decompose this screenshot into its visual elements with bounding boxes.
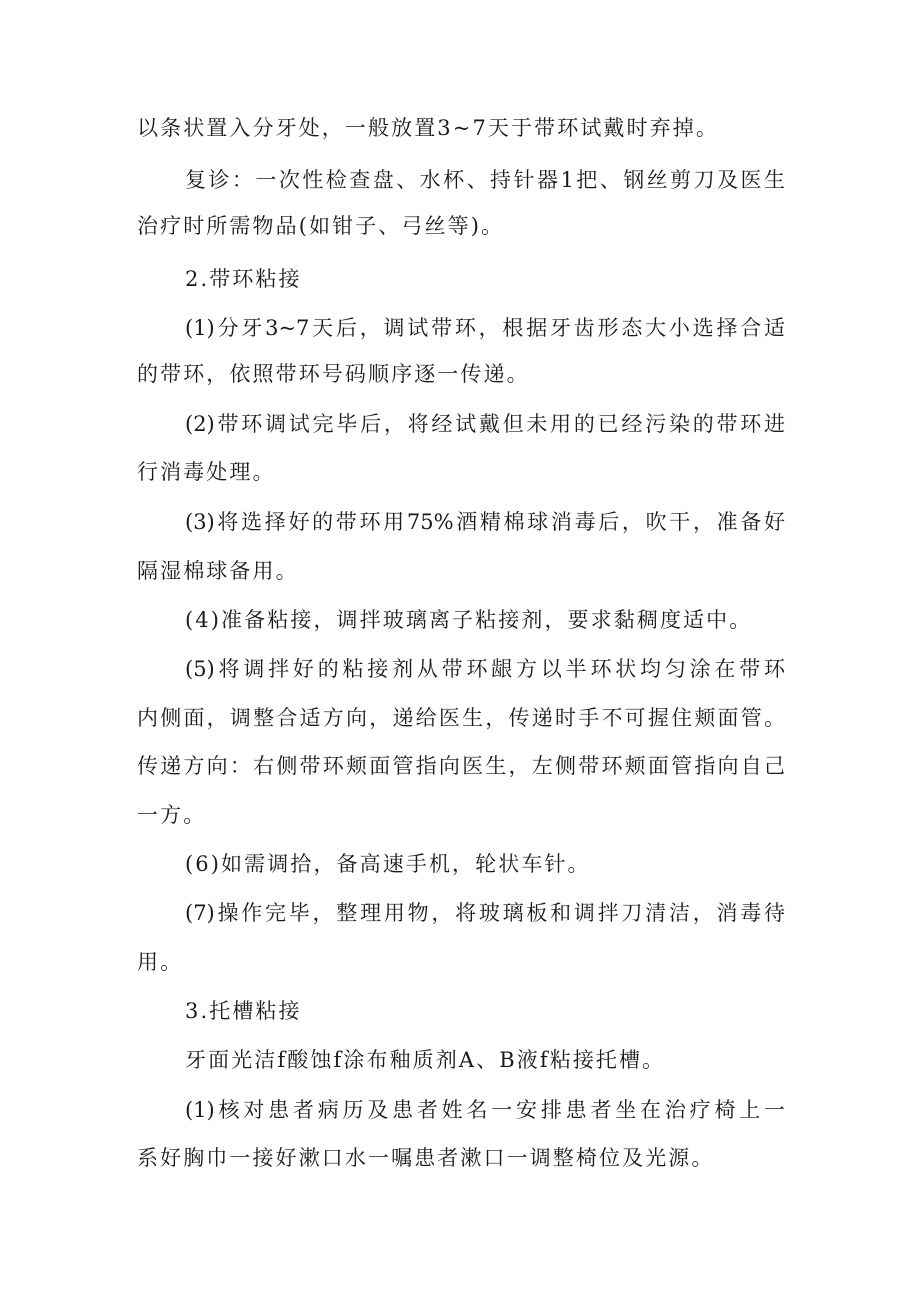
text-line: (2)带环调试完毕后，将经试戴但未用的已经污染的带环进 [185, 412, 785, 436]
text-line: 一方。 [137, 803, 207, 827]
text-line: 治疗时所需物品(如钳子、弓丝等)。 [137, 214, 505, 238]
text-line: (3)将选择好的带环用75%酒精棉球消毒后，吹干，准备好 [185, 510, 785, 534]
text-line: (1)分牙3~7天后，调试带环，根据牙齿形态大小选择合适 [185, 316, 785, 340]
text-line: 以条状置入分牙处，一般放置3~7天于带环试戴时弃掉。 [137, 116, 719, 140]
text-line: (4)准备粘接，调拌玻璃离子粘接剂，要求黏稠度适中。 [185, 608, 753, 632]
text-line: 传递方向：右侧带环颊面管指向医生，左侧带环颊面管指向自己 [137, 754, 785, 778]
section-heading: 3.托槽粘接 [185, 999, 302, 1023]
text-line: (6)如需调拾，备高速手机，轮状车针。 [185, 852, 591, 876]
text-line: 用。 [137, 950, 184, 974]
text-line: 系好胸巾一接好漱口水一嘱患者漱口一调整椅位及光源。 [137, 1146, 715, 1170]
text-line: 隔湿棉球备用。 [137, 559, 299, 583]
text-line: 复诊：一次性检查盘、水杯、持针器1把、钢丝剪刀及医生 [185, 168, 785, 192]
section-heading: 2.带环粘接 [185, 267, 302, 291]
text-line: 行消毒处理。 [137, 460, 276, 484]
text-line: 牙面光洁f酸蚀f涂布釉质剂A、B液f粘接托槽。 [185, 1048, 666, 1072]
text-line: 的带环，依照带环号码顺序逐一传递。 [137, 362, 530, 386]
text-line: 内侧面，调整合适方向，递给医生，传递时手不可握住颊面管。 [137, 706, 785, 730]
text-line: (7)操作完毕，整理用物，将玻璃板和调拌刀清洁，消毒待 [185, 901, 785, 925]
text-line: (5)将调拌好的粘接剂从带环龈方以半环状均匀涂在带环 [185, 657, 785, 681]
text-line: (1)核对患者病历及患者姓名一安排患者坐在治疗椅上一 [185, 1098, 785, 1122]
